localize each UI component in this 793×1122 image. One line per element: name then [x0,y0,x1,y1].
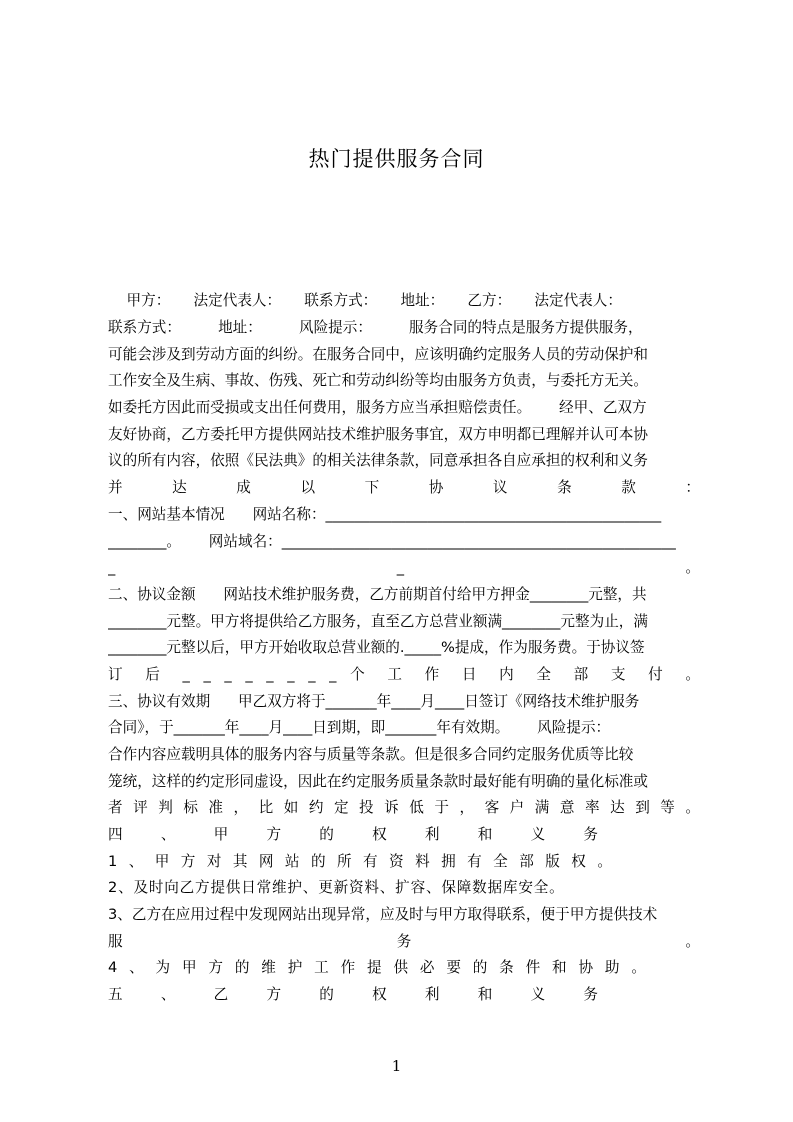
contract-line: 服 务 。 [108,933,700,950]
section-heading: 五 、 乙 方 的 权 利 和 义 务 [108,986,598,1003]
contract-line: 合同》，于_______年____月____日到期，即_______年有效期。 风险提示： [108,719,611,736]
contract-line: 2、及时向乙方提供日常维护、更新资料、扩容、保障数据库安全。 [108,879,565,896]
contract-line: 可能会涉及到劳动方面的纠纷。在服务合同中，应该明确约定服务人员的劳动保护和 [108,346,648,363]
contract-line: 工作安全及生病、事故、伤残、死亡和劳动纠纷等均由服务方负责，与委托方无关。 [108,372,648,389]
contract-line: 笼统，这样的约定形同虚设，因此在约定服务质量条款时最好能有明确的量化标准或 [108,773,648,790]
contract-line: _ _ 。 [108,559,700,576]
contract-line: 合作内容应载明具体的服务内容与质量等条款。但是很多合同约定服务优质等比较 [108,746,634,763]
contract-line: 三、协议有效期 甲乙双方将于_______年____月____日签订《网络技术维护服务 [108,693,640,710]
contract-line: 并 达 成 以 下 协 议 条 款 ： [108,479,700,496]
contract-line: 订 后 _ _ _ _ _ _ _ _ 个 工 作 日 内 全 部 支 付 。 [108,666,700,683]
contract-line: ________。 网站域名：______________________________________________________ [108,533,676,550]
contract-line: 联系方式： 地址： 风险提示： 服务合同的特点是服务方提供服务， [108,319,643,336]
contract-line: 甲方： 法定代表人： 联系方式： 地址： 乙方： 法定代表人： [108,292,622,309]
contract-line: ________元整。甲方将提供给乙方服务，直至乙方总营业额满________元整为止，满 [108,613,648,630]
contract-line: 一、网站基本情况 网站名称：______________________________________________ [108,506,662,523]
document-title: 热门提供服务合同 [308,147,485,171]
contract-line: 友好协商，乙方委托甲方提供网站技术维护服务事宜，双方申明都已理解并认可本协 [108,426,648,443]
contract-line: 议的所有内容，依照《民法典》的相关法律条款，同意承担各自应承担的权利和义务 [108,452,648,469]
contract-line: 二、协议金额 网站技术维护服务费，乙方前期首付给甲方押金________元整，共 [108,586,647,603]
contract-line: ________元整以后，甲方开始收取总营业额的._____%提成，作为服务费。于协议签 [108,639,645,656]
contract-line: 1 、 甲 方 对 其 网 站 的 所 有 资 料 拥 有 全 部 版 权 。 [108,853,616,870]
page-number: 1 [391,1057,402,1075]
section-heading: 四 、 甲 方 的 权 利 和 义 务 [108,826,598,843]
contract-line: 3、乙方在应用过程中发现网站出现异常，应及时与甲方取得联系，便于甲方提供技术 [108,906,658,923]
contract-line: 4 、 为 甲 方 的 维 护 工 作 提 供 必 要 的 条 件 和 协 助 。 [108,959,650,976]
contract-line: 者 评 判 标 准 ， 比 如 约 定 投 诉 低 于 ， 客 户 满 意 率 达 到 等 。 [108,799,700,816]
contract-line: 如委托方因此而受损或支出任何费用，服务方应当承担赔偿责任。 经甲、乙双方 [108,399,647,416]
